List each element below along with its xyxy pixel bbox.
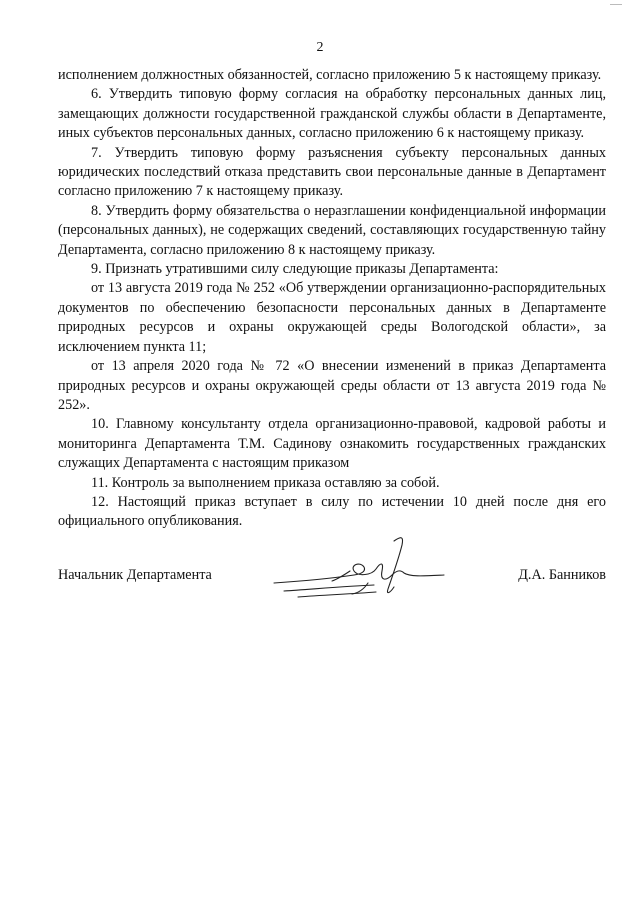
signatory-name: Д.А. Банников [518,567,606,583]
paragraph-item-8: 8. Утвердить форму обязательства о неразглашении конфиденциальной информации (персональных данных), не содержащих сведений, составляющих государственную тайну Департамента, согласно приложению 8 к настоящему приказу. [58,202,606,258]
paragraph-continuation: исполнением должностных обязанностей, согласно приложению 5 к настоящему приказу. [58,67,602,83]
handwritten-signature [254,531,450,607]
paragraph-item-6: 6. Утвердить типовую форму согласия на обработку персональных данных лиц, замещающих должности государственной гражданской службы области в Департаменте, иных субъектов персональных данных, согласно приложению 6 к настоящему приказу. [58,86,606,142]
corner-mark [610,4,622,5]
document-body [58,66,606,532]
paragraph-item-11: 11. Контроль за выполнением приказа оставляю за собой. [91,474,440,491]
paragraph-item-7: 7. Утвердить типовую форму разъяснения субъекту персональных данных юридических последствий отказа представить свои персональные данные в Департамент согласно приложению 7 к настоящему приказу. [58,144,606,200]
signatory-title: Начальник Департамента [58,567,212,583]
paragraph-item-10: 10. Главному консультанту отдела организационно-правовой, кадровой работы и мониторинга Департамента Т.М. Садинову ознакомить государственных гражданских служащих Департамента с настоящим приказом [58,416,606,472]
paragraph-item-9-sub-1: от 13 августа 2019 года № 252 «Об утверждении организационно-распорядительных документов по обеспечению безопасности персональных данных в Департаменте природных ресурсов и охраны окружающей среды Вологодской области», за исключением пункта 11; [58,280,606,355]
page-number: 2 [316,40,324,55]
signature-block [58,567,606,607]
paragraph-item-12: 12. Настоящий приказ вступает в силу по истечении 10 дней после дня его официального опубликования. [58,493,606,530]
paragraph-item-9-sub-2: от 13 апреля 2020 года № 72 «О внесении изменений в приказ Департамента природных ресурсов и охраны окружающей среды области от 13 августа 2019 года № 252». [58,358,606,413]
paragraph-item-9: 9. Признать утратившими силу следующие приказы Департамента: [91,261,499,278]
